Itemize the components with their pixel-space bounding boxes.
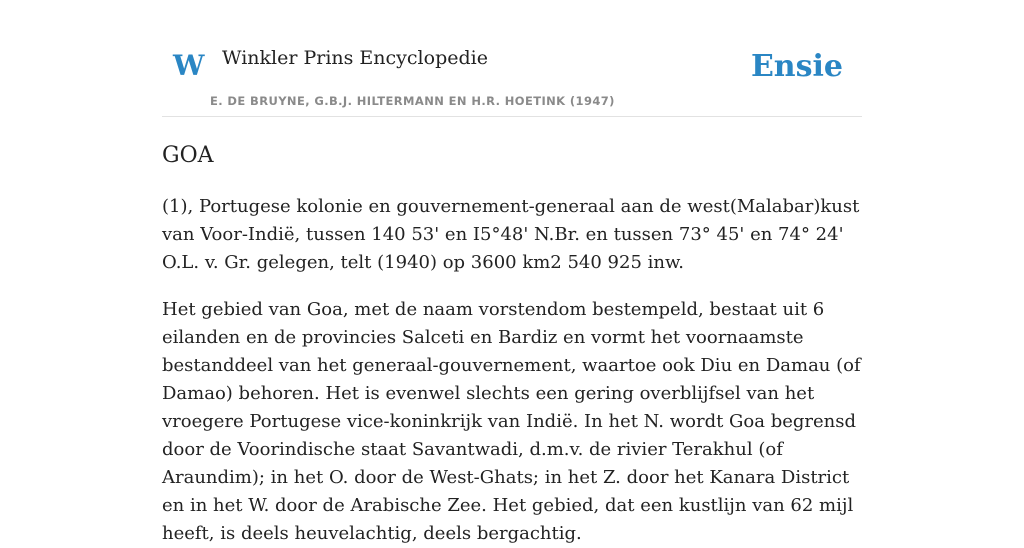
article-paragraph-2: Het gebied van Goa, met de naam vorstendom bestempeld, bestaat uit 6 eilanden en de provincies Salceti en Bardiz en vormt het voornaamste bestanddeel van het generaal-gouvernement, waartoe ook Diu en Damau (of Damao) behoren. Het is evenwel slechts een gering overblijfsel van het vroegere Portugese vice-koninkrijk van Indië. In het N. wordt Goa begrensd door de Voorindische staat Savantwadi, d.m.v. de rivier Terakhul (of Araundim); in het O. door de West-Ghats; in het Z. door het Kanara District en in het W. door de Arabische Zee. Het gebied, dat een kustlijn van 62 mijl heeft, is deels heuvelachtig, deels bergachtig. xyxy=(162,299,861,545)
encyclopedia-title[interactable]: Winkler Prins Encyclopedie xyxy=(222,47,488,69)
encyclopedia-logo-icon[interactable]: W xyxy=(173,49,205,82)
site-header xyxy=(162,0,862,117)
ensie-logo-link[interactable]: Ensie xyxy=(750,49,843,84)
article-headword: GOA xyxy=(162,143,214,168)
encyclopedia-authors: E. DE BRUYNE, G.B.J. HILTERMANN EN H.R. HOETINK (1947) xyxy=(210,94,615,108)
article-paragraph-1: (1), Portugese kolonie en gouvernement-generaal aan de west(Malabar)kust van Voor-Indië, tussen 140 53' en I5°48' N.Br. en tussen 73° 45' en 74° 24' O.L. v. Gr. gelegen, telt (1940) op 3600 km2 540 925 inw. xyxy=(162,196,860,274)
page xyxy=(162,0,862,548)
